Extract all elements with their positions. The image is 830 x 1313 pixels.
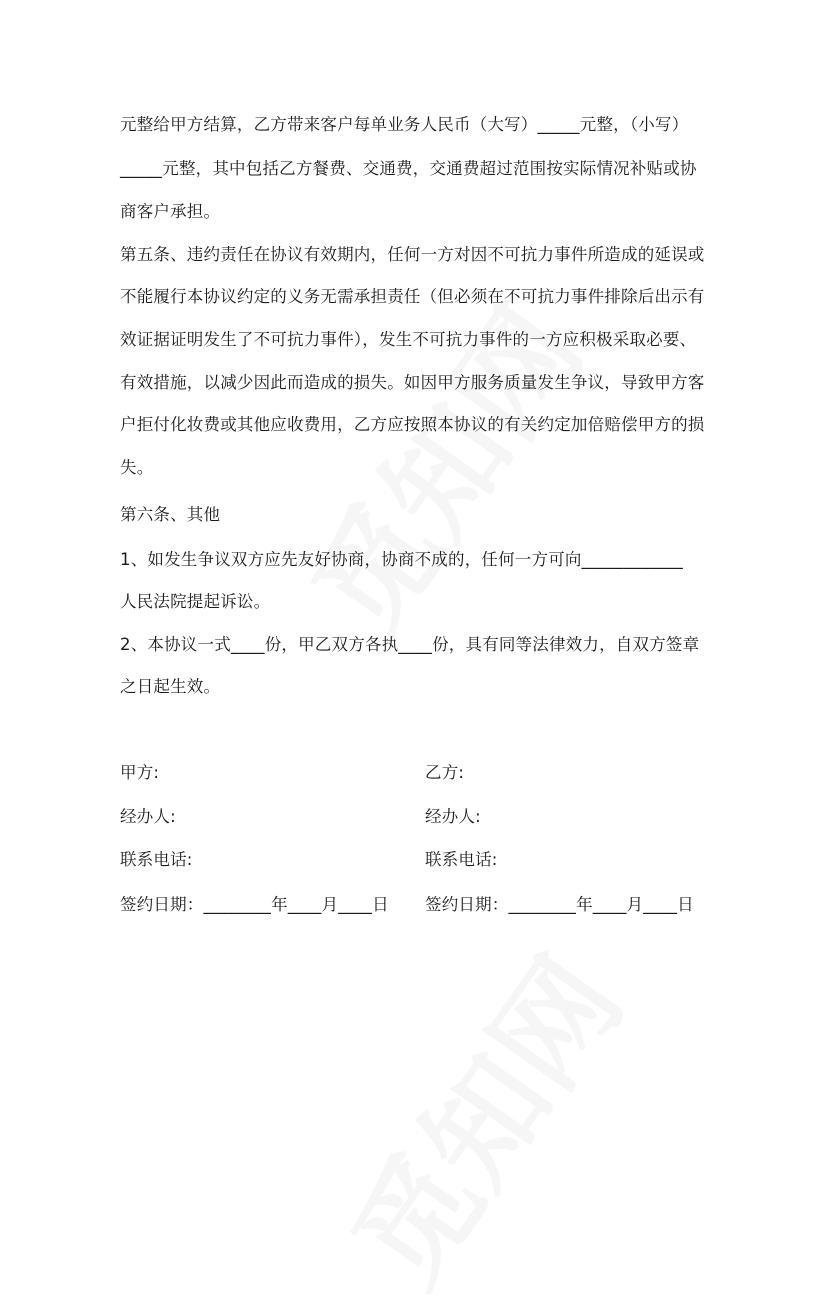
text-line: 失。 xyxy=(120,458,154,477)
text-line: 户拒付化妆费或其他应收费用，乙方应按照本协议的有关约定加倍赔偿甲方的损 xyxy=(120,415,705,434)
watermark xyxy=(306,919,653,1313)
clause-2-line: 2、本协议一式____份，甲乙双方各执____份，具有同等法律效力，自双方签章 xyxy=(120,635,700,654)
text-line: 商客户承担。 xyxy=(120,202,221,221)
text-line: 之日起生效。 xyxy=(120,677,221,696)
watermark xyxy=(266,269,613,663)
party-a-phone-label: 联系电话: xyxy=(120,850,193,869)
text-line: 人民法院提起诉讼。 xyxy=(120,592,271,611)
text-line: 元整给甲方结算，乙方带来客户每单业务人民币（大写）_____元整，（小写） xyxy=(120,115,689,134)
party-a-agent-label: 经办人: xyxy=(120,807,176,826)
text-line: 有效措施，以减少因此而造成的损失。如因甲方服务质量发生争议，导致甲方客 xyxy=(120,373,705,392)
text-line: _____元整，其中包括乙方餐费、交通费，交通费超过范围按实际情况补贴或协 xyxy=(120,159,697,178)
party-b-label: 乙方: xyxy=(425,763,465,782)
text-line: 不能履行本协议约定的义务无需承担责任（但必须在不可抗力事件排除后出示有 xyxy=(120,287,705,306)
section-five-line: 第五条、违约责任在协议有效期内，任何一方对因不可抗力事件所造成的延误或 xyxy=(120,245,705,264)
party-b-phone-label: 联系电话: xyxy=(425,850,498,869)
clause-1-line: 1、如发生争议双方应先友好协商，协商不成的，任何一方可向____________ xyxy=(120,550,683,569)
party-b-date-label: 签约日期：________年____月____日 xyxy=(425,895,694,914)
party-a-label: 甲方: xyxy=(120,763,160,782)
section-six-heading: 第六条、其他 xyxy=(120,505,221,524)
text-line: 效证据证明发生了不可抗力事件），发生不可抗力事件的一方应积极采取必要、 xyxy=(120,330,697,349)
party-b-agent-label: 经办人: xyxy=(425,807,481,826)
party-a-date-label: 签约日期：________年____月____日 xyxy=(120,895,389,914)
